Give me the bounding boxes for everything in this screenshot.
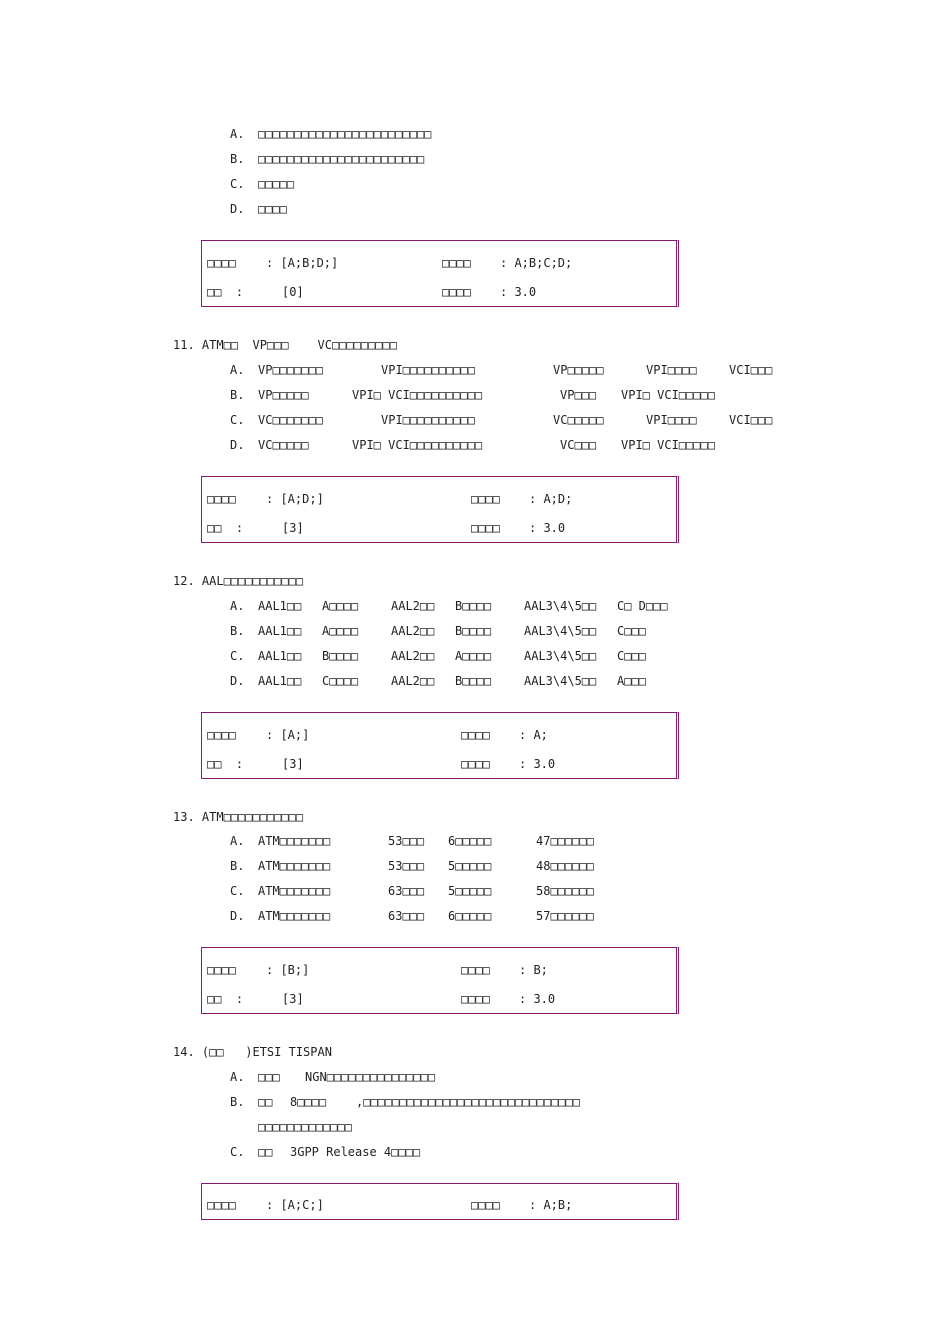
option-letter: C.	[230, 413, 245, 427]
your-answer-value: : [A;B;D;]	[266, 256, 339, 270]
option-text: □□□□	[258, 202, 287, 216]
option-segment: C□ D□□□	[617, 599, 668, 613]
score-value: [3]	[282, 757, 304, 771]
option-letter: C.	[230, 177, 245, 191]
option-letter: A.	[230, 363, 245, 377]
option-segment: AAL3\4\5□□	[524, 624, 597, 638]
option-segment: VP□□□	[560, 388, 597, 402]
option-segment: AAL2□□	[391, 624, 435, 638]
option-segment: B□□□□	[455, 599, 492, 613]
option-segment: VPI□ VCI□□□□□□□□□□	[352, 388, 483, 402]
full-score-value: : 3.0	[519, 757, 556, 771]
option-segment: AAL1□□	[258, 599, 302, 613]
answer-box	[201, 240, 679, 307]
option-segment: AAL1□□	[258, 674, 302, 688]
your-answer-label: □□□□	[207, 256, 236, 270]
full-score-label: □□□□	[461, 992, 490, 1006]
option-segment: 3GPP Release 4□□□□	[290, 1145, 421, 1159]
option-segment: 58□□□□□□	[536, 884, 594, 898]
score-label: □□ :	[207, 285, 244, 299]
option-text: □□□□□□□□□□□□□□□□□□□□□□□□	[258, 127, 432, 141]
answer-box	[201, 476, 679, 543]
score-value: [3]	[282, 521, 304, 535]
option-letter: D.	[230, 909, 245, 923]
score-value: [3]	[282, 992, 304, 1006]
option-segment: AAL3\4\5□□	[524, 674, 597, 688]
option-segment: 53□□□	[388, 834, 425, 848]
option-segment: ATM□□□□□□□	[258, 909, 331, 923]
option-letter: D.	[230, 202, 245, 216]
option-segment: VCI□□□	[729, 413, 773, 427]
standard-answer-label: □□□□	[461, 728, 490, 742]
option-segment: VC□□□□□	[553, 413, 604, 427]
option-segment: B□□□□	[322, 649, 359, 663]
score-label: □□ :	[207, 757, 244, 771]
standard-answer-value: : A;B;	[529, 1198, 573, 1212]
option-segment: C□□□	[617, 624, 646, 638]
option-text: □□□□□□□□□□□□□□□□□□□□□□□	[258, 152, 425, 166]
option-letter: A.	[230, 834, 245, 848]
option-segment: NGN□□□□□□□□□□□□□□□	[305, 1070, 436, 1084]
standard-answer-value: : A;B;C;D;	[500, 256, 573, 270]
your-answer-label: □□□□	[207, 728, 236, 742]
option-segment: B□□□□	[455, 624, 492, 638]
option-segment: ATM□□□□□□□	[258, 834, 331, 848]
your-answer-value: : [A;D;]	[266, 492, 324, 506]
option-segment: VP□□□□□	[258, 388, 309, 402]
option-segment: VPI□ VCI□□□□□	[621, 388, 715, 402]
option-letter: B.	[230, 152, 245, 166]
standard-answer-label: □□□□	[442, 256, 471, 270]
option-letter: A.	[230, 127, 245, 141]
option-segment: AAL2□□	[391, 674, 435, 688]
option-segment: VC□□□	[560, 438, 597, 452]
option-segment: VPI□ VCI□□□□□	[621, 438, 715, 452]
option-segment: B□□□□	[455, 674, 492, 688]
score-label: □□ :	[207, 992, 244, 1006]
standard-answer-label: □□□□	[471, 492, 500, 506]
option-segment: VPI□□□□	[646, 413, 697, 427]
full-score-value: : 3.0	[519, 992, 556, 1006]
option-segment: A□□□	[617, 674, 646, 688]
your-answer-label: □□□□	[207, 492, 236, 506]
your-answer-value: : [B;]	[266, 963, 310, 977]
option-segment: 48□□□□□□	[536, 859, 594, 873]
full-score-label: □□□□	[442, 285, 471, 299]
your-answer-value: : [A;]	[266, 728, 310, 742]
your-answer-label: □□□□	[207, 1198, 236, 1212]
score-label: □□ :	[207, 521, 244, 535]
option-segment: AAL2□□	[391, 649, 435, 663]
option-segment: AAL3\4\5□□	[524, 599, 597, 613]
option-letter: A.	[230, 599, 245, 613]
score-value: [0]	[282, 285, 304, 299]
option-segment: AAL3\4\5□□	[524, 649, 597, 663]
option-segment: A□□□□	[455, 649, 492, 663]
option-letter: C.	[230, 884, 245, 898]
option-segment: ATM□□□□□□□	[258, 859, 331, 873]
option-segment: VPI□□□□	[646, 363, 697, 377]
option-segment: 47□□□□□□	[536, 834, 594, 848]
question-title: 11. ATM□□ VP□□□ VC□□□□□□□□□	[173, 338, 397, 352]
full-score-value: : 3.0	[500, 285, 537, 299]
option-letter: B.	[230, 859, 245, 873]
option-segment: 53□□□	[388, 859, 425, 873]
option-segment: 5□□□□□	[448, 884, 492, 898]
option-segment: C□□□	[617, 649, 646, 663]
full-score-label: □□□□	[471, 521, 500, 535]
option-letter: C.	[230, 649, 245, 663]
option-segment: 8□□□□	[290, 1095, 327, 1109]
option-segment: VPI□ VCI□□□□□□□□□□	[352, 438, 483, 452]
option-letter: D.	[230, 674, 245, 688]
option-segment: AAL1□□	[258, 649, 302, 663]
standard-answer-value: : A;	[519, 728, 548, 742]
option-segment: ATM□□□□□□□	[258, 884, 331, 898]
option-segment: 6□□□□□	[448, 909, 492, 923]
option-segment: VPI□□□□□□□□□□	[381, 363, 475, 377]
your-answer-label: □□□□	[207, 963, 236, 977]
option-segment: A□□□□	[322, 599, 359, 613]
option-segment: AAL1□□	[258, 624, 302, 638]
option-segment: VC□□□□□□□	[258, 413, 324, 427]
option-segment: ,□□□□□□□□□□□□□□□□□□□□□□□□□□□□□□	[356, 1095, 580, 1109]
standard-answer-value: : B;	[519, 963, 548, 977]
answer-box	[201, 1183, 679, 1220]
standard-answer-label: □□□□	[461, 963, 490, 977]
option-segment: C□□□□	[322, 674, 359, 688]
question-title: 12. AAL□□□□□□□□□□□	[173, 574, 304, 588]
full-score-label: □□□□	[461, 757, 490, 771]
option-segment: VPI□□□□□□□□□□	[381, 413, 475, 427]
option-letter: B.	[230, 624, 245, 638]
option-segment: A□□□□	[322, 624, 359, 638]
option-segment: VP□□□□□□□	[258, 363, 324, 377]
option-segment: 5□□□□□	[448, 859, 492, 873]
option-segment: □□	[258, 1095, 273, 1109]
option-segment: VCI□□□	[729, 363, 773, 377]
option-letter: D.	[230, 438, 245, 452]
standard-answer-label: □□□□	[471, 1198, 500, 1212]
option-segment: 63□□□	[388, 909, 425, 923]
option-segment: VC□□□□□	[258, 438, 309, 452]
option-segment: □□□	[258, 1070, 280, 1084]
option-segment: □□	[258, 1145, 273, 1159]
option-segment: 6□□□□□	[448, 834, 492, 848]
option-text: □□□□□	[258, 177, 295, 191]
your-answer-value: : [A;C;]	[266, 1198, 324, 1212]
answer-box	[201, 947, 679, 1014]
standard-answer-value: : A;D;	[529, 492, 573, 506]
answer-box	[201, 712, 679, 779]
option-continuation: □□□□□□□□□□□□□	[258, 1120, 352, 1134]
option-segment: VP□□□□□	[553, 363, 604, 377]
option-letter: B.	[230, 388, 245, 402]
option-segment: 57□□□□□□	[536, 909, 594, 923]
option-segment: 63□□□	[388, 884, 425, 898]
question-title: 13. ATM□□□□□□□□□□□	[173, 810, 304, 824]
option-letter: B.	[230, 1095, 245, 1109]
option-letter: C.	[230, 1145, 245, 1159]
option-segment: AAL2□□	[391, 599, 435, 613]
option-letter: A.	[230, 1070, 245, 1084]
question-title: 14. (□□ )ETSI TISPAN	[173, 1045, 332, 1059]
full-score-value: : 3.0	[529, 521, 566, 535]
